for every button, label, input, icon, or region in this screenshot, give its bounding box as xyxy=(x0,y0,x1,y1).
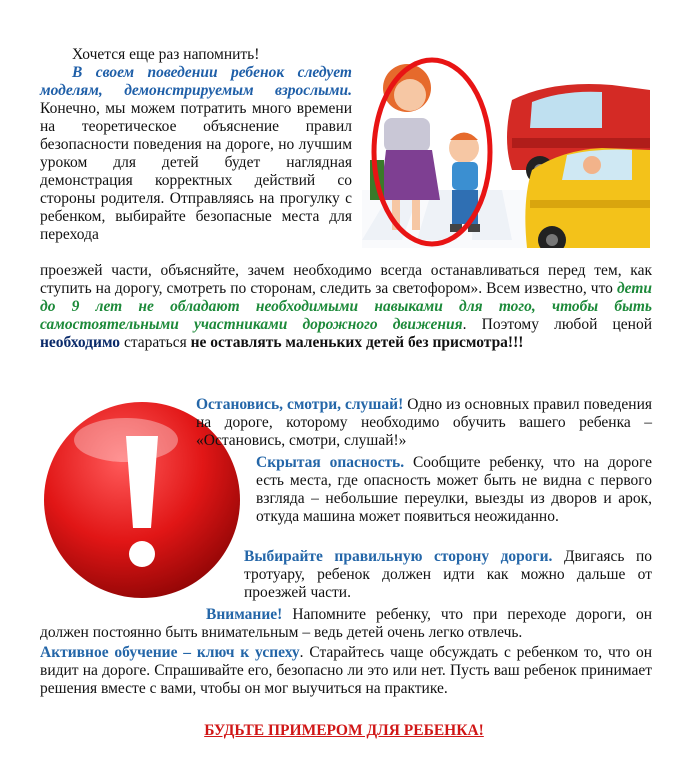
intro-continuation: проезжей части, объясняйте, зачем необходимо всегда останавливаться перед тем, как ступить на дорогу, смотреть по сторонам, следить за светофором». Всем известно, что дети до 9 лет не обладают необходимыми навыками для того, чтобы быть самостоятельными участниками дорожного движения. Поэтому любой ценой необходимо стараться не оставлять маленьких детей без присмотра!!! xyxy=(40,262,652,351)
yellow-car-icon xyxy=(525,148,650,248)
intro-paragraph xyxy=(40,46,352,244)
section-stop-look-listen: Остановись, смотри, слушай! Одно из основных правил поведения на дороге, которому необходимо обучить вашего ребенка – «Остановись, смотри, слушай!» xyxy=(196,396,653,449)
green-highlight: дети до 9 лет не обладают необходимыми навыками для того, чтобы быть самостоятельными участниками дорожного движения xyxy=(40,280,652,333)
footer-slogan: БУДЬТЕ ПРИМЕРОМ ДЛЯ РЕБЕНКА! xyxy=(204,722,484,739)
intro-lead: Хочется еще раз напомнить! xyxy=(72,46,260,63)
warning-bold: не оставлять маленьких детей без присмотра!!! xyxy=(190,334,524,351)
section-active-learning: Активное обучение – ключ к успеху. Старайтесь чаще обсуждать с ребенком то, что он видит на дороге. Спрашивайте его, безопасно ли это или нет. Пусть ваш ребенок принимает решения вместе с вами, чтобы он мог выучиться на практике. xyxy=(40,644,652,697)
section-attention: Внимание! Напомните ребенку, что при переходе дороги, он должен постоянно быть внимательным – ведь детей очень легко отвлечь. xyxy=(40,606,652,641)
intro-highlight: В своем поведении ребенок следует моделям, демонстрируемым взрослыми. Конечно, мы можем потратить много времени на теоретическое объяснение правил безопасности поведения на дороге, но лучшим уроком для детей будет наглядная демонстрация корректных действий со стороны родителя. Отправляясь на прогулку с ребенком, выбирайте безопасные места для перехода xyxy=(40,64,352,243)
section-right-side: Выбирайте правильную сторону дороги. Двигаясь по тротуару, ребенок должен идти как можно дальше от проезжей части. xyxy=(244,548,653,601)
road-crossing-illustration xyxy=(362,40,650,248)
section-hidden-danger: Скрытая опасность. Сообщите ребенку, что на дороге есть места, где опасность может быть не видна с первого взгляда – небольшие переулки, выезды из дворов и арок, откуда машина может появиться неожиданно. xyxy=(256,454,653,525)
